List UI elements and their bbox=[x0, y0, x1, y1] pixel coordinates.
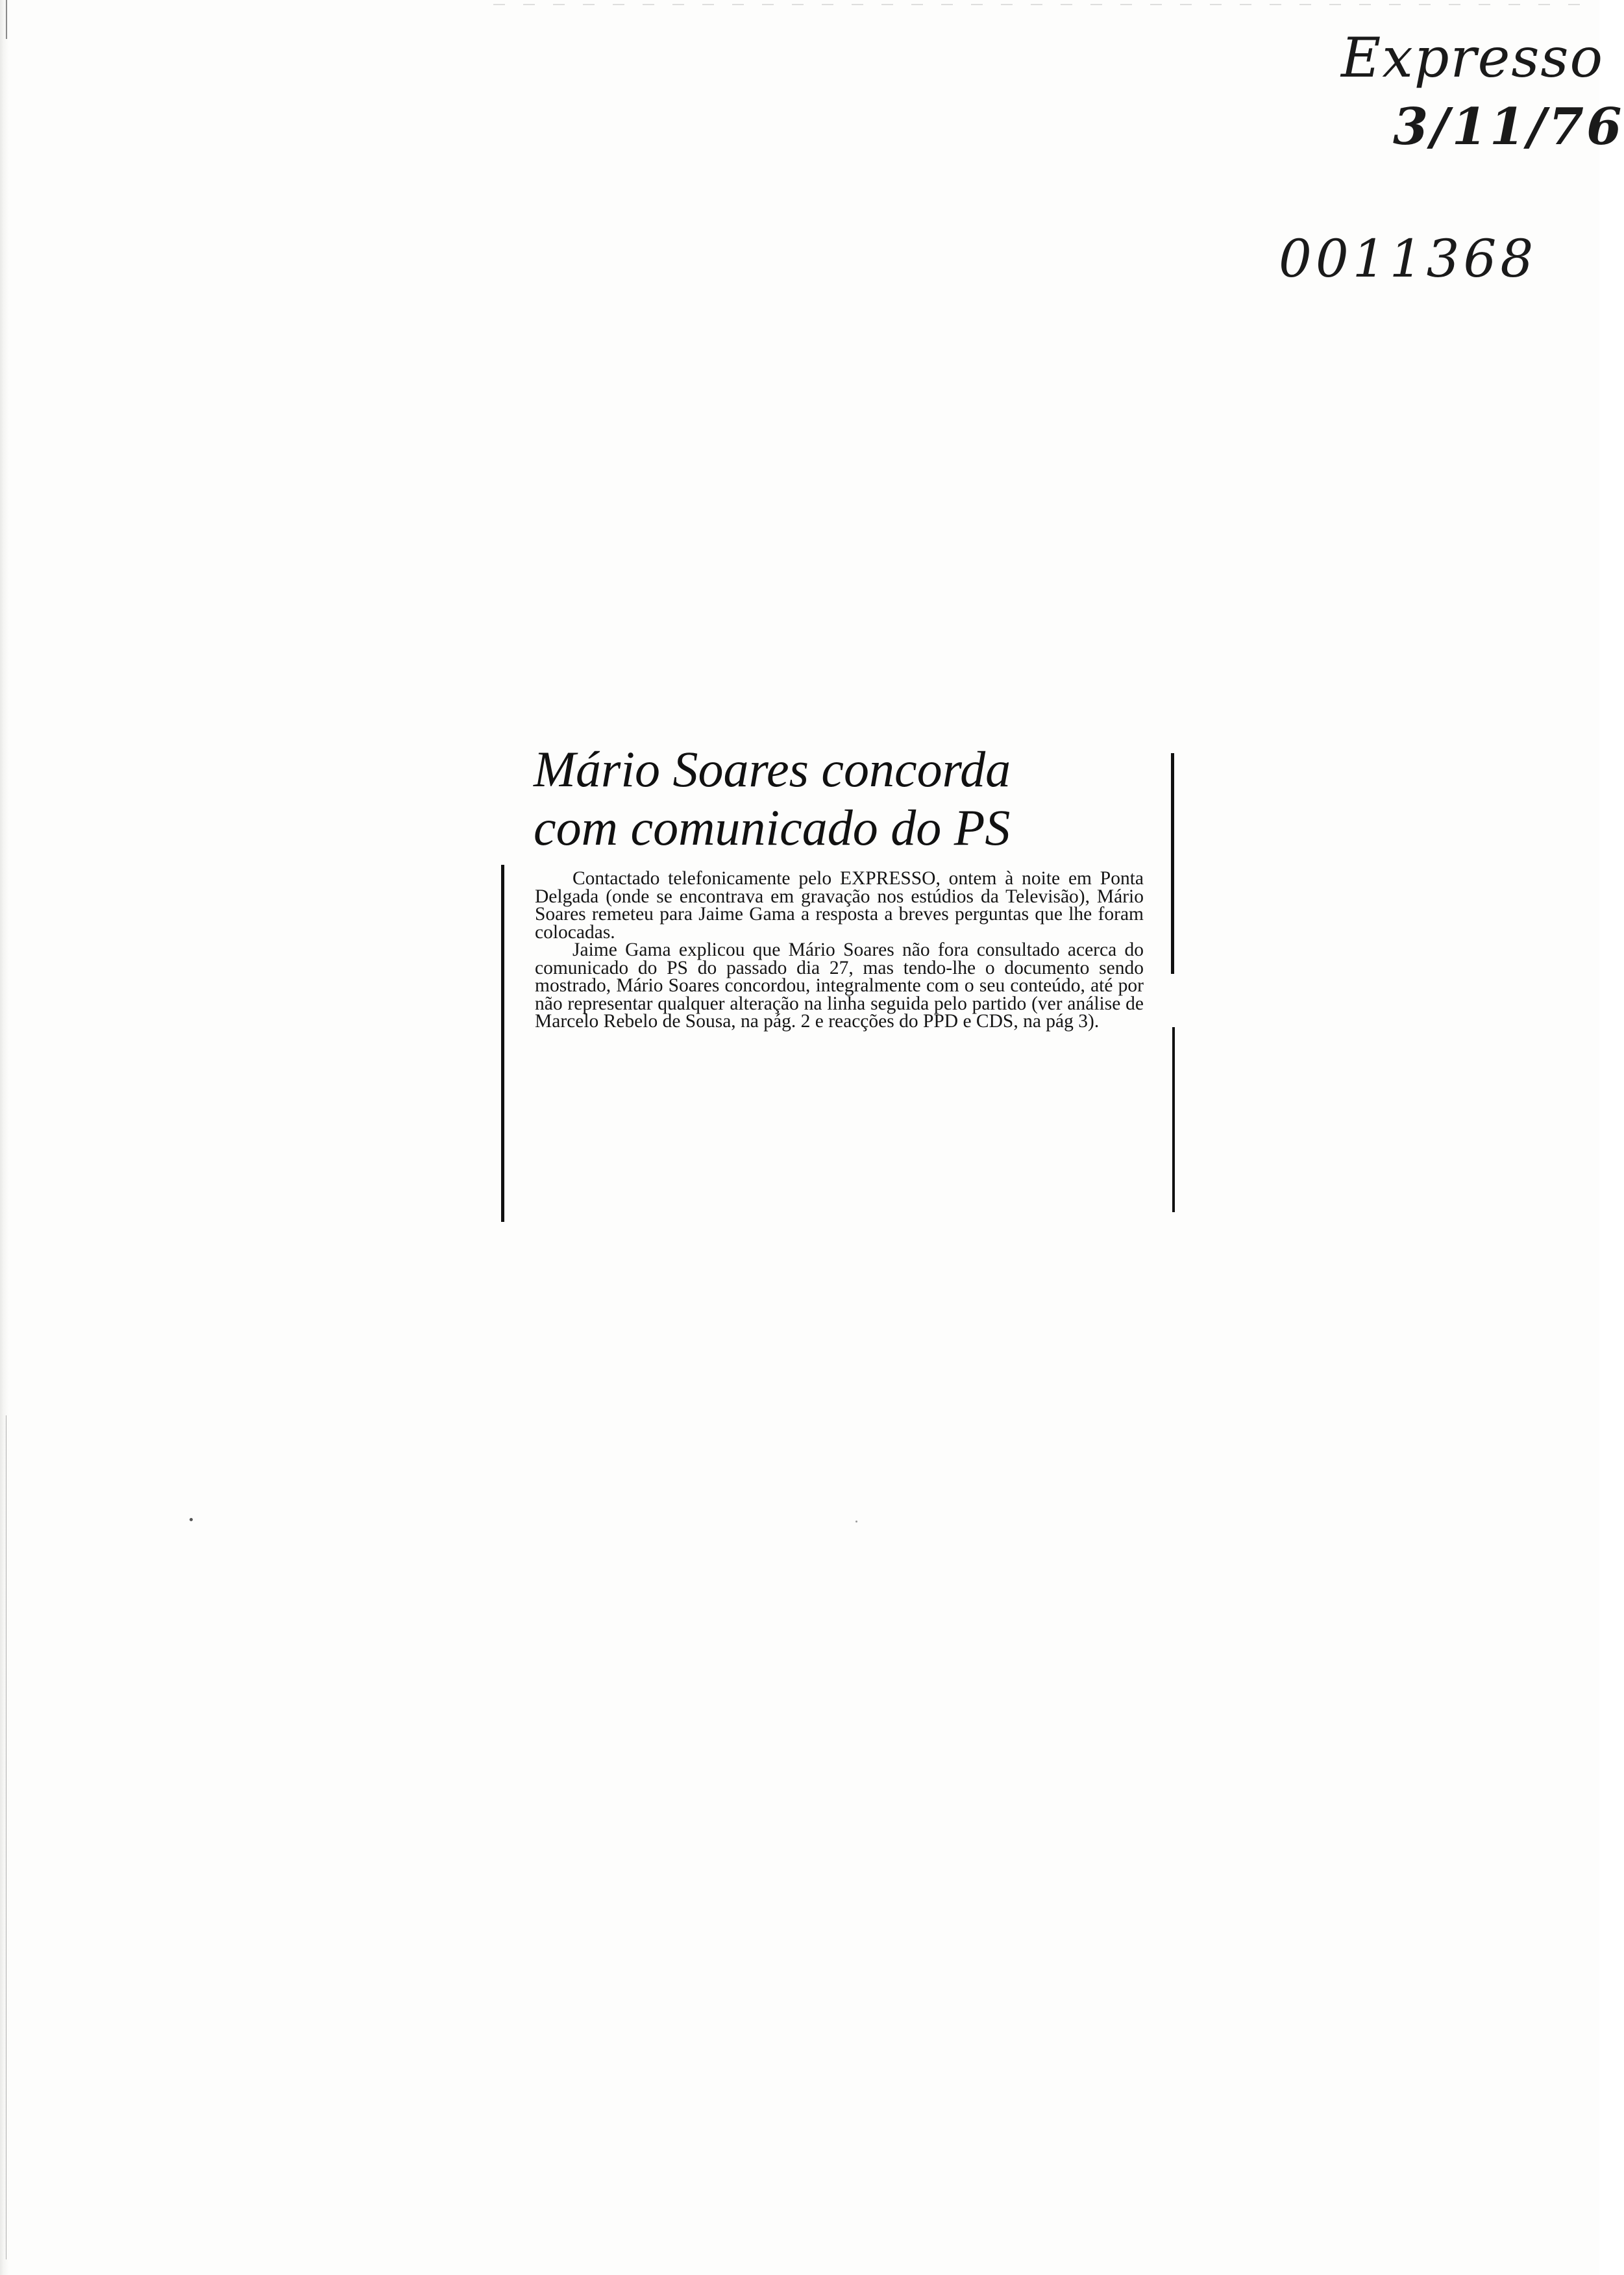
handwritten-date-note: 3/11/76 bbox=[1393, 97, 1624, 156]
article-paragraph: Jaime Gama explicou que Mário Soares não fora consultado acerca do comunicado do PS do passado dia 27, mas tendo-lhe o documento sendo mostrado, Mário Soares concordou, integralmente com o seu conteúdo, até por não representar qualquer alteração na linha seguida pelo partido (ver análise de Marcelo Rebelo de Sousa, na pág. 2 e reacções do PPD e CDS, na pág 3). bbox=[535, 939, 1144, 1032]
scan-top-edge bbox=[493, 4, 1597, 5]
scan-edge-line bbox=[6, 0, 7, 39]
article-paragraph: Contactado telefonicamente pelo EXPRESSO, ontem à noite em Ponta Delgada (onde se encontrava em gravação nos estúdios da Televisão), Mário Soares remeteu para Jaime Gama a resposta a breves perguntas que lhe foram colocadas. bbox=[535, 868, 1144, 943]
article-body bbox=[535, 870, 1144, 1031]
article-headline bbox=[534, 740, 1118, 857]
headline-line: Mário Soares concorda bbox=[534, 741, 1011, 797]
headline-line: com comunicado do PS bbox=[534, 799, 1011, 856]
handwritten-publication-note: Expresso bbox=[1341, 26, 1605, 90]
column-rule-left bbox=[501, 865, 504, 1222]
scan-speck bbox=[855, 1521, 857, 1523]
scan-left-edge bbox=[0, 0, 9, 2275]
handwritten-reference-number: 0011368 bbox=[1279, 229, 1538, 289]
column-rule-right-lower bbox=[1172, 1027, 1175, 1212]
news-clipping bbox=[501, 740, 1189, 1130]
scan-speck bbox=[190, 1518, 193, 1521]
column-rule-right bbox=[1171, 753, 1174, 974]
